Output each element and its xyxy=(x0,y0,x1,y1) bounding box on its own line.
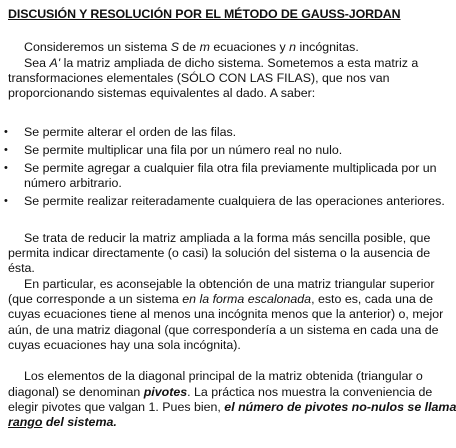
text-line: transformaciones elementales (SÓLO CON LAS FILAS), que nos van xyxy=(8,71,390,85)
text-line: Se trata de reducir la matriz ampliada a la forma más sencilla posible, que xyxy=(24,231,431,245)
page-title: DISCUSIÓN Y RESOLUCIÓN POR EL MÉTODO DE GAUSS-JORDAN xyxy=(8,7,401,21)
list-item-continuation: número arbitrario. xyxy=(24,176,122,190)
list-item: Se permite multiplicar una fila por un número real no nulo. xyxy=(24,143,343,157)
text-line: En particular, es aconsejable la obtención de una matriz triangular superior xyxy=(24,277,435,291)
text-line: Los elementos de la diagonal principal de la matriz obtenida (triangular o xyxy=(24,369,423,383)
bullet-glyph: • xyxy=(4,144,8,156)
text-line: cuyas ecuaciones hay una sola incógnita). xyxy=(8,338,241,352)
list-item: Se permite realizar reiteradamente cualquiera de las operaciones anteriores. xyxy=(24,194,445,208)
text-line: diagonal) se denominan pivotes. La práctica nos muestra la conveniencia de xyxy=(8,385,433,399)
text-line: Consideremos un sistema S de m ecuaciones y n incógnitas. xyxy=(24,40,359,54)
text-line: cuyas ecuaciones tiene al menos una incógnita menos que la anterior) o, mejor xyxy=(8,307,444,321)
text-line: rango del sistema. xyxy=(8,415,117,429)
bullet-glyph: • xyxy=(4,126,8,138)
text-line: Sea A' la matriz ampliada de dicho sistema. Sometemos a esta matriz a xyxy=(24,56,419,70)
text-line: elegir pivotes que valgan 1. Pues bien, el número de pivotes no-nulos se llama xyxy=(8,400,456,414)
list-item: Se permite alterar el orden de las filas. xyxy=(24,125,237,139)
list-item: Se permite agregar a cualquier fila otra fila previamente multiplicada por un xyxy=(24,161,437,175)
bullet-glyph: • xyxy=(4,162,8,174)
text-line: proporcionando sistemas equivalentes al dado. A saber: xyxy=(8,86,316,100)
text-line: (que corresponde a un sistema en la forma escalonada, esto es, cada una de xyxy=(8,292,434,306)
text-line: ésta. xyxy=(8,261,35,275)
text-line: permita indicar directamente (o casi) la solución del sistema o la ausencia de xyxy=(8,246,431,260)
bullet-glyph: • xyxy=(4,195,8,207)
text-line: aún, de una matriz diagonal (que correspondería a un sistema en cada una de xyxy=(8,323,439,337)
